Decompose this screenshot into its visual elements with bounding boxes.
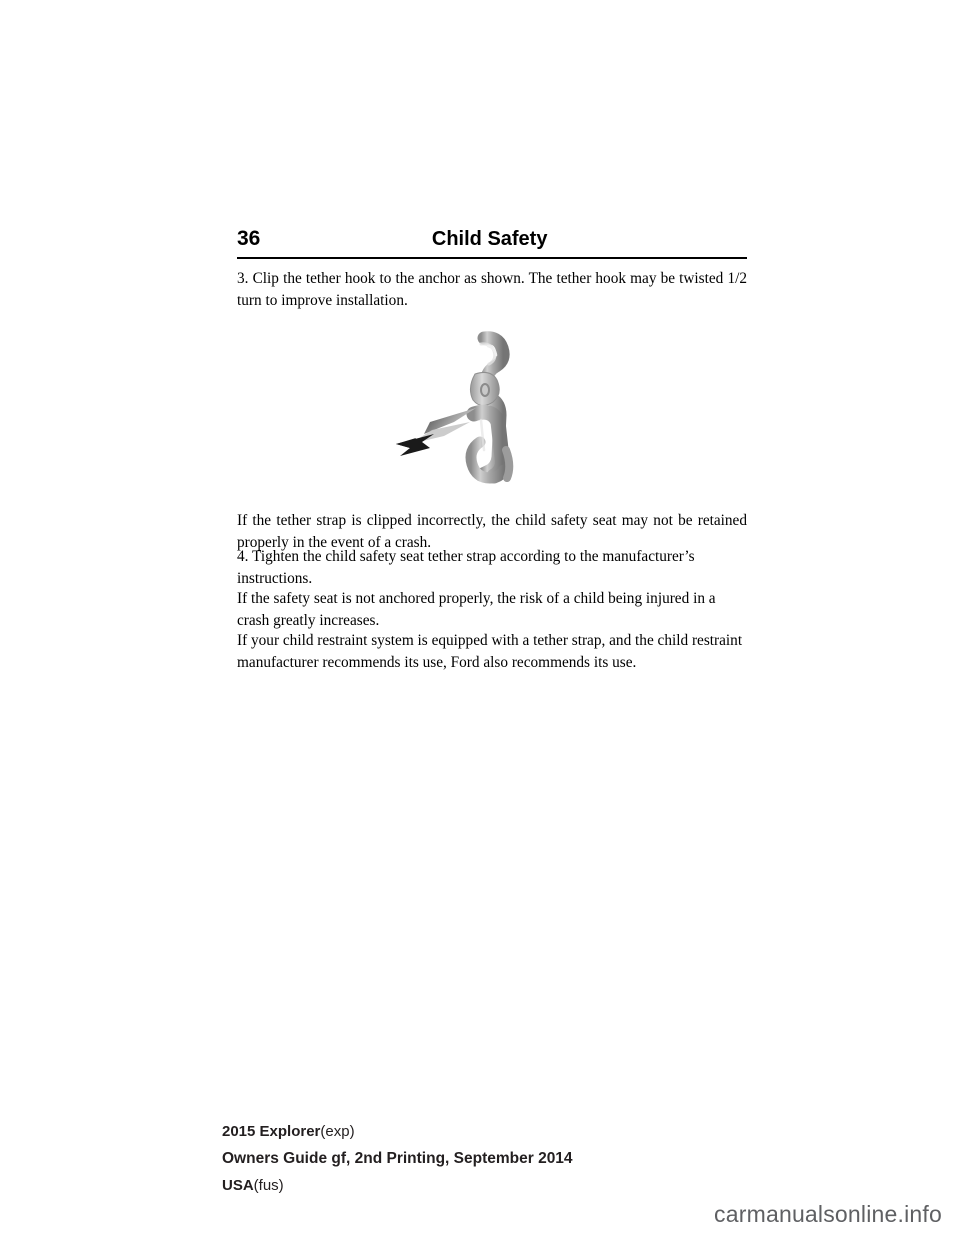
site-watermark: carmanualsonline.info xyxy=(714,1201,942,1227)
page-footer xyxy=(222,1118,742,1199)
paragraph-tether-recommendation: If your child restraint system is equipped with a tether strap, and the child restraint manufacturer recommends its use, Ford also recommends its use. xyxy=(237,632,743,671)
footer-line-printing: Owners Guide gf, 2nd Printing, September 2014 xyxy=(222,1150,573,1167)
page-number: 36 xyxy=(237,227,261,250)
paragraph-step-3: 3. Clip the tether hook to the anchor as shown. The tether hook may be twisted 1/2 turn to improve installation. xyxy=(237,270,747,309)
footer-market-code: (fus) xyxy=(253,1177,284,1194)
paragraph-clipped-incorrectly: If the tether strap is clipped incorrectly, the child safety seat may not be retained properly in the event of a crash. xyxy=(237,512,747,551)
footer-model: 2015 Explorer xyxy=(222,1123,321,1140)
footer-model-code: (exp) xyxy=(320,1123,355,1140)
section-title: Child Safety xyxy=(431,228,548,250)
paragraph-not-anchored: If the safety seat is not anchored properly, the risk of a child being injured in a crash greatly increases. xyxy=(237,590,716,629)
footer-line-market xyxy=(222,1172,742,1199)
page-header xyxy=(237,228,747,249)
paragraph-step-4: 4. Tighten the child safety seat tether strap according to the manufacturer’s instructions. xyxy=(237,548,695,587)
tether-hook-figure xyxy=(380,330,555,490)
header-divider xyxy=(237,257,747,259)
footer-line-model xyxy=(222,1118,742,1145)
footer-market: USA xyxy=(222,1177,254,1194)
